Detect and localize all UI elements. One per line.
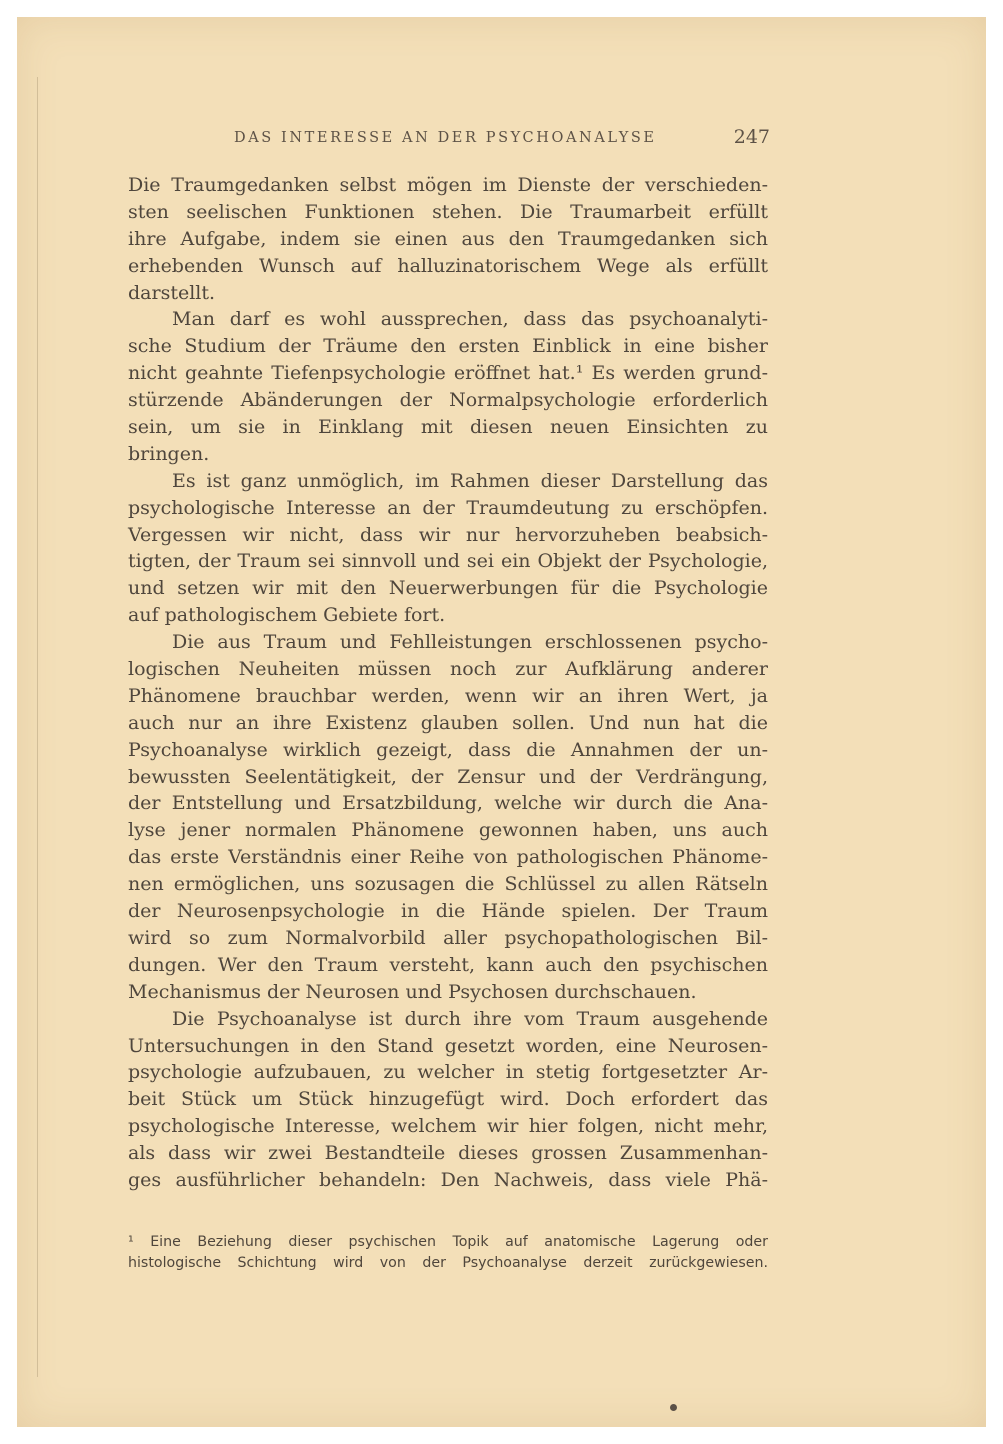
text-line: auch nur an ihre Existenz glauben sollen. Und nun hat die — [128, 711, 768, 734]
footnote-line: ¹ Eine Beziehung dieser psychischen Topik auf anatomische Lagerung oder — [128, 1234, 768, 1250]
text-line: wird so zum Normalvorbild aller psychopathologischen Bil- — [128, 926, 768, 949]
text-line: tigten, der Traum sei sinnvoll und sei ein Objekt der Psychologie, — [128, 550, 768, 573]
text-line: Psychoanalyse wirklich gezeigt, dass die Annahmen der un- — [128, 738, 768, 761]
text-line: Man darf es wohl aussprechen, dass das psychoanalyti- — [172, 308, 768, 331]
footnote — [128, 1232, 768, 1274]
text-line: psychologie aufzubauen, zu welcher in stetig fortgesetzter Ar- — [128, 1061, 768, 1084]
text-line: Die Traumgedanken selbst mögen im Dienste der verschieden- — [128, 174, 768, 196]
text-line: das erste Verständnis einer Reihe von pathologischen Phänome- — [128, 846, 768, 869]
text-line: als dass wir zwei Bestandteile dieses grossen Zusammenhan- — [128, 1142, 768, 1165]
text-line: dungen. Wer den Traum versteht, kann auch den psychischen — [128, 953, 768, 976]
text-line: logischen Neuheiten müssen noch zur Aufklärung anderer — [128, 658, 768, 681]
running-header — [130, 126, 770, 154]
text-line: lyse jener normalen Phänomene gewonnen haben, uns auch — [128, 819, 768, 842]
text-line: stürzende Abänderungen der Normalpsychologie erforderlich — [128, 389, 768, 412]
text-line: Mechanismus der Neurosen und Psychosen durchschauen. — [128, 980, 697, 1003]
text-line: bewussten Seelentätigkeit, der Zensur und der Verdrängung, — [128, 765, 768, 788]
text-line: auf pathologischem Gebiete fort. — [128, 604, 446, 627]
text-line: und setzen wir mit den Neuerwerbungen für die Psychologie — [128, 577, 768, 600]
text-line: Vergessen wir nicht, dass wir nur hervorzuheben beabsich- — [128, 523, 768, 546]
footnote-line: histologische Schichtung wird von der Psychoanalyse derzeit zurückgewiesen. — [128, 1255, 768, 1271]
text-line: psychologische Interesse, welchem wir hier folgen, nicht mehr, — [128, 1115, 768, 1138]
page-number: 247 — [733, 126, 770, 148]
text-line: psychologische Interesse an der Traumdeutung zu erschöpfen. — [128, 496, 768, 519]
text-line: Die Psychoanalyse ist durch ihre vom Traum ausgehende — [172, 1007, 768, 1030]
text-line: erhebenden Wunsch auf halluzinatorischem Wege als erfüllt — [128, 254, 768, 277]
header-title: DAS INTERESSE AN DER PSYCHOANALYSE — [234, 130, 657, 146]
text-line: sten seelischen Funktionen stehen. Die Traumarbeit erfüllt — [128, 200, 768, 223]
text-line: Es ist ganz unmöglich, im Rahmen dieser Darstellung das — [172, 469, 768, 492]
text-line: ges ausführlicher behandeln: Den Nachweis, dass viele Phä- — [128, 1168, 768, 1191]
page-edge-line — [37, 77, 38, 1377]
text-line: nicht geahnte Tiefenpsychologie eröffnet hat.¹ Es werden grund- — [128, 362, 768, 385]
text-line: der Entstellung und Ersatzbildung, welche wir durch die Ana- — [128, 792, 768, 815]
text-line: darstellt. — [128, 281, 216, 304]
text-line: nen ermöglichen, uns sozusagen die Schlüssel zu allen Rätseln — [128, 873, 768, 896]
page-mark — [670, 1404, 677, 1411]
text-line: Phänomene brauchbar werden, wenn wir an ihren Wert, ja — [128, 684, 768, 707]
text-line: sche Studium der Träume den ersten Einblick in eine bisher — [128, 335, 768, 358]
text-line: sein, um sie in Einklang mit diesen neuen Einsichten zu — [128, 416, 768, 439]
text-line: Untersuchungen in den Stand gesetzt worden, eine Neurosen- — [128, 1034, 768, 1057]
text-line: Die aus Traum und Fehlleistungen erschlossenen psycho- — [172, 631, 768, 654]
text-line: ihre Aufgabe, indem sie einen aus den Traumgedanken sich — [128, 227, 768, 250]
text-line: bringen. — [128, 442, 210, 465]
text-line: beit Stück um Stück hinzugefügt wird. Doch erfordert das — [128, 1088, 768, 1111]
text-line: der Neurosenpsychologie in die Hände spielen. Der Traum — [128, 900, 768, 923]
body-text — [128, 172, 768, 1194]
